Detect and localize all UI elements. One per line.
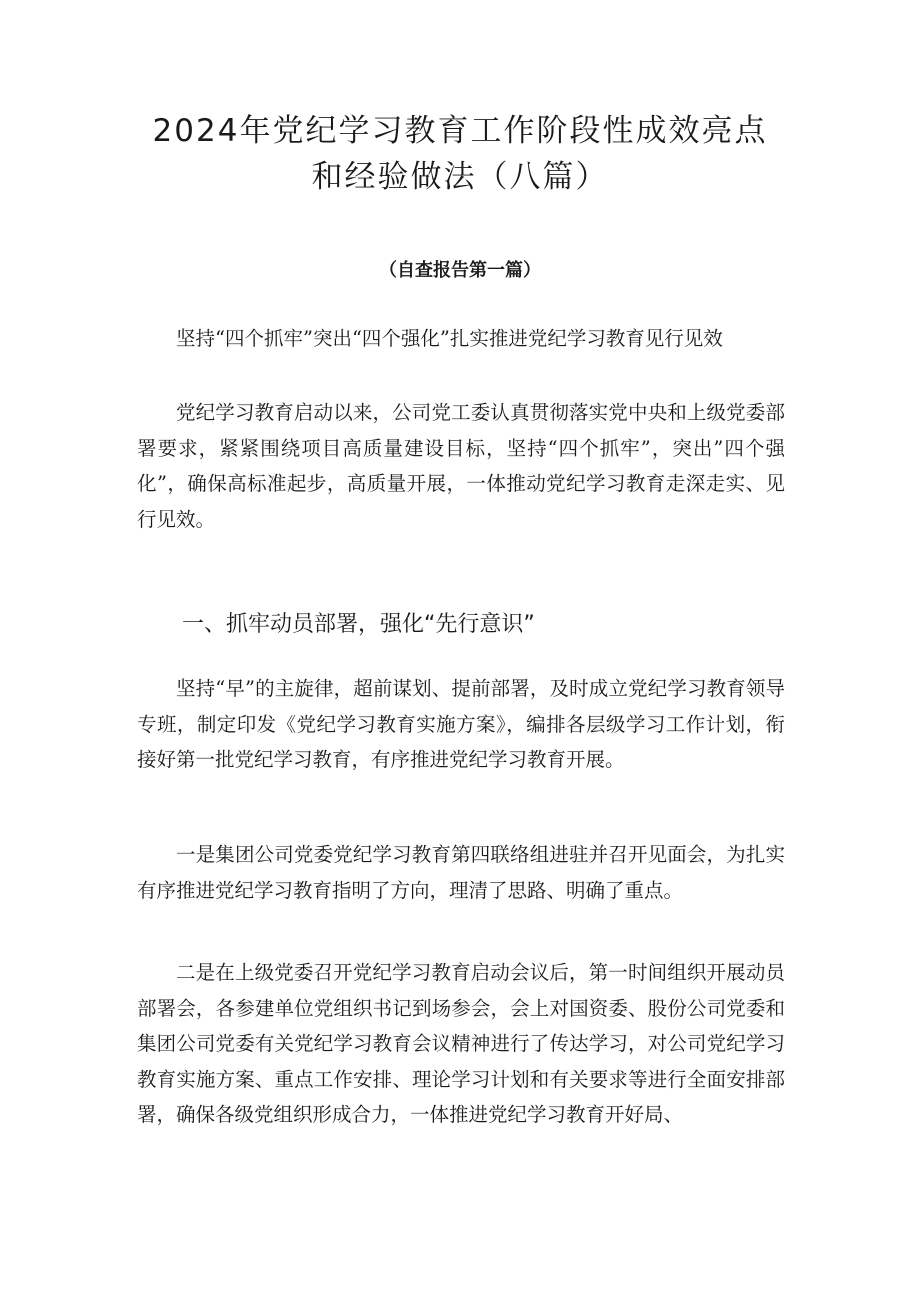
section-heading-1: 一、抓牢动员部署，强化“先行意识” — [182, 612, 535, 637]
title-line-2: 和经验做法（八篇） — [311, 159, 609, 195]
title-line-1: 2024年党纪学习教育工作阶段性成效亮点 — [152, 113, 768, 149]
document-title — [0, 108, 920, 200]
document-subtitle: （自查报告第一篇） — [379, 260, 541, 281]
lead-paragraph: 坚持“四个抓牢”突出“四个强化”扎实推进党纪学习教育见行见效 — [176, 327, 723, 350]
section1-paragraph-1: 坚持“早”的主旋律，超前谋划、提前部署，及时成立党纪学习教育领导专班，制定印发《党纪学习教育实施方案》，编排各层级学习工作计划，衔接好第一批党纪学习教育，有序推进党纪学习教育开展。 — [137, 677, 785, 771]
section1-paragraph-3: 二是在上级党委召开党纪学习教育启动会议后，第一时间组织开展动员部署会，各参建单位党组织书记到场参会，会上对国资委、股份公司党委和集团公司党委有关党纪学习教育会议精神进行了传达学习，对公司党纪学习教育实施方案、重点工作安排、理论学习计划和有关要求等进行全面安排部署，确保各级党组织形成合力，一体推进党纪学习教育开好局、 — [137, 961, 785, 1126]
section1-paragraph-2: 一是集团公司党委党纪学习教育第四联络组进驻并召开见面会，为扎实有序推进党纪学习教育指明了方向，理清了思路、明确了重点。 — [137, 843, 785, 902]
intro-paragraph: 党纪学习教育启动以来，公司党工委认真贯彻落实党中央和上级党委部署要求，紧紧围绕项目高质量建设目标，坚持“四个抓牢”，突出”四个强化”，确保高标准起步，高质量开展，一体推动党纪学习教育走深走实、见行见效。 — [137, 401, 785, 531]
